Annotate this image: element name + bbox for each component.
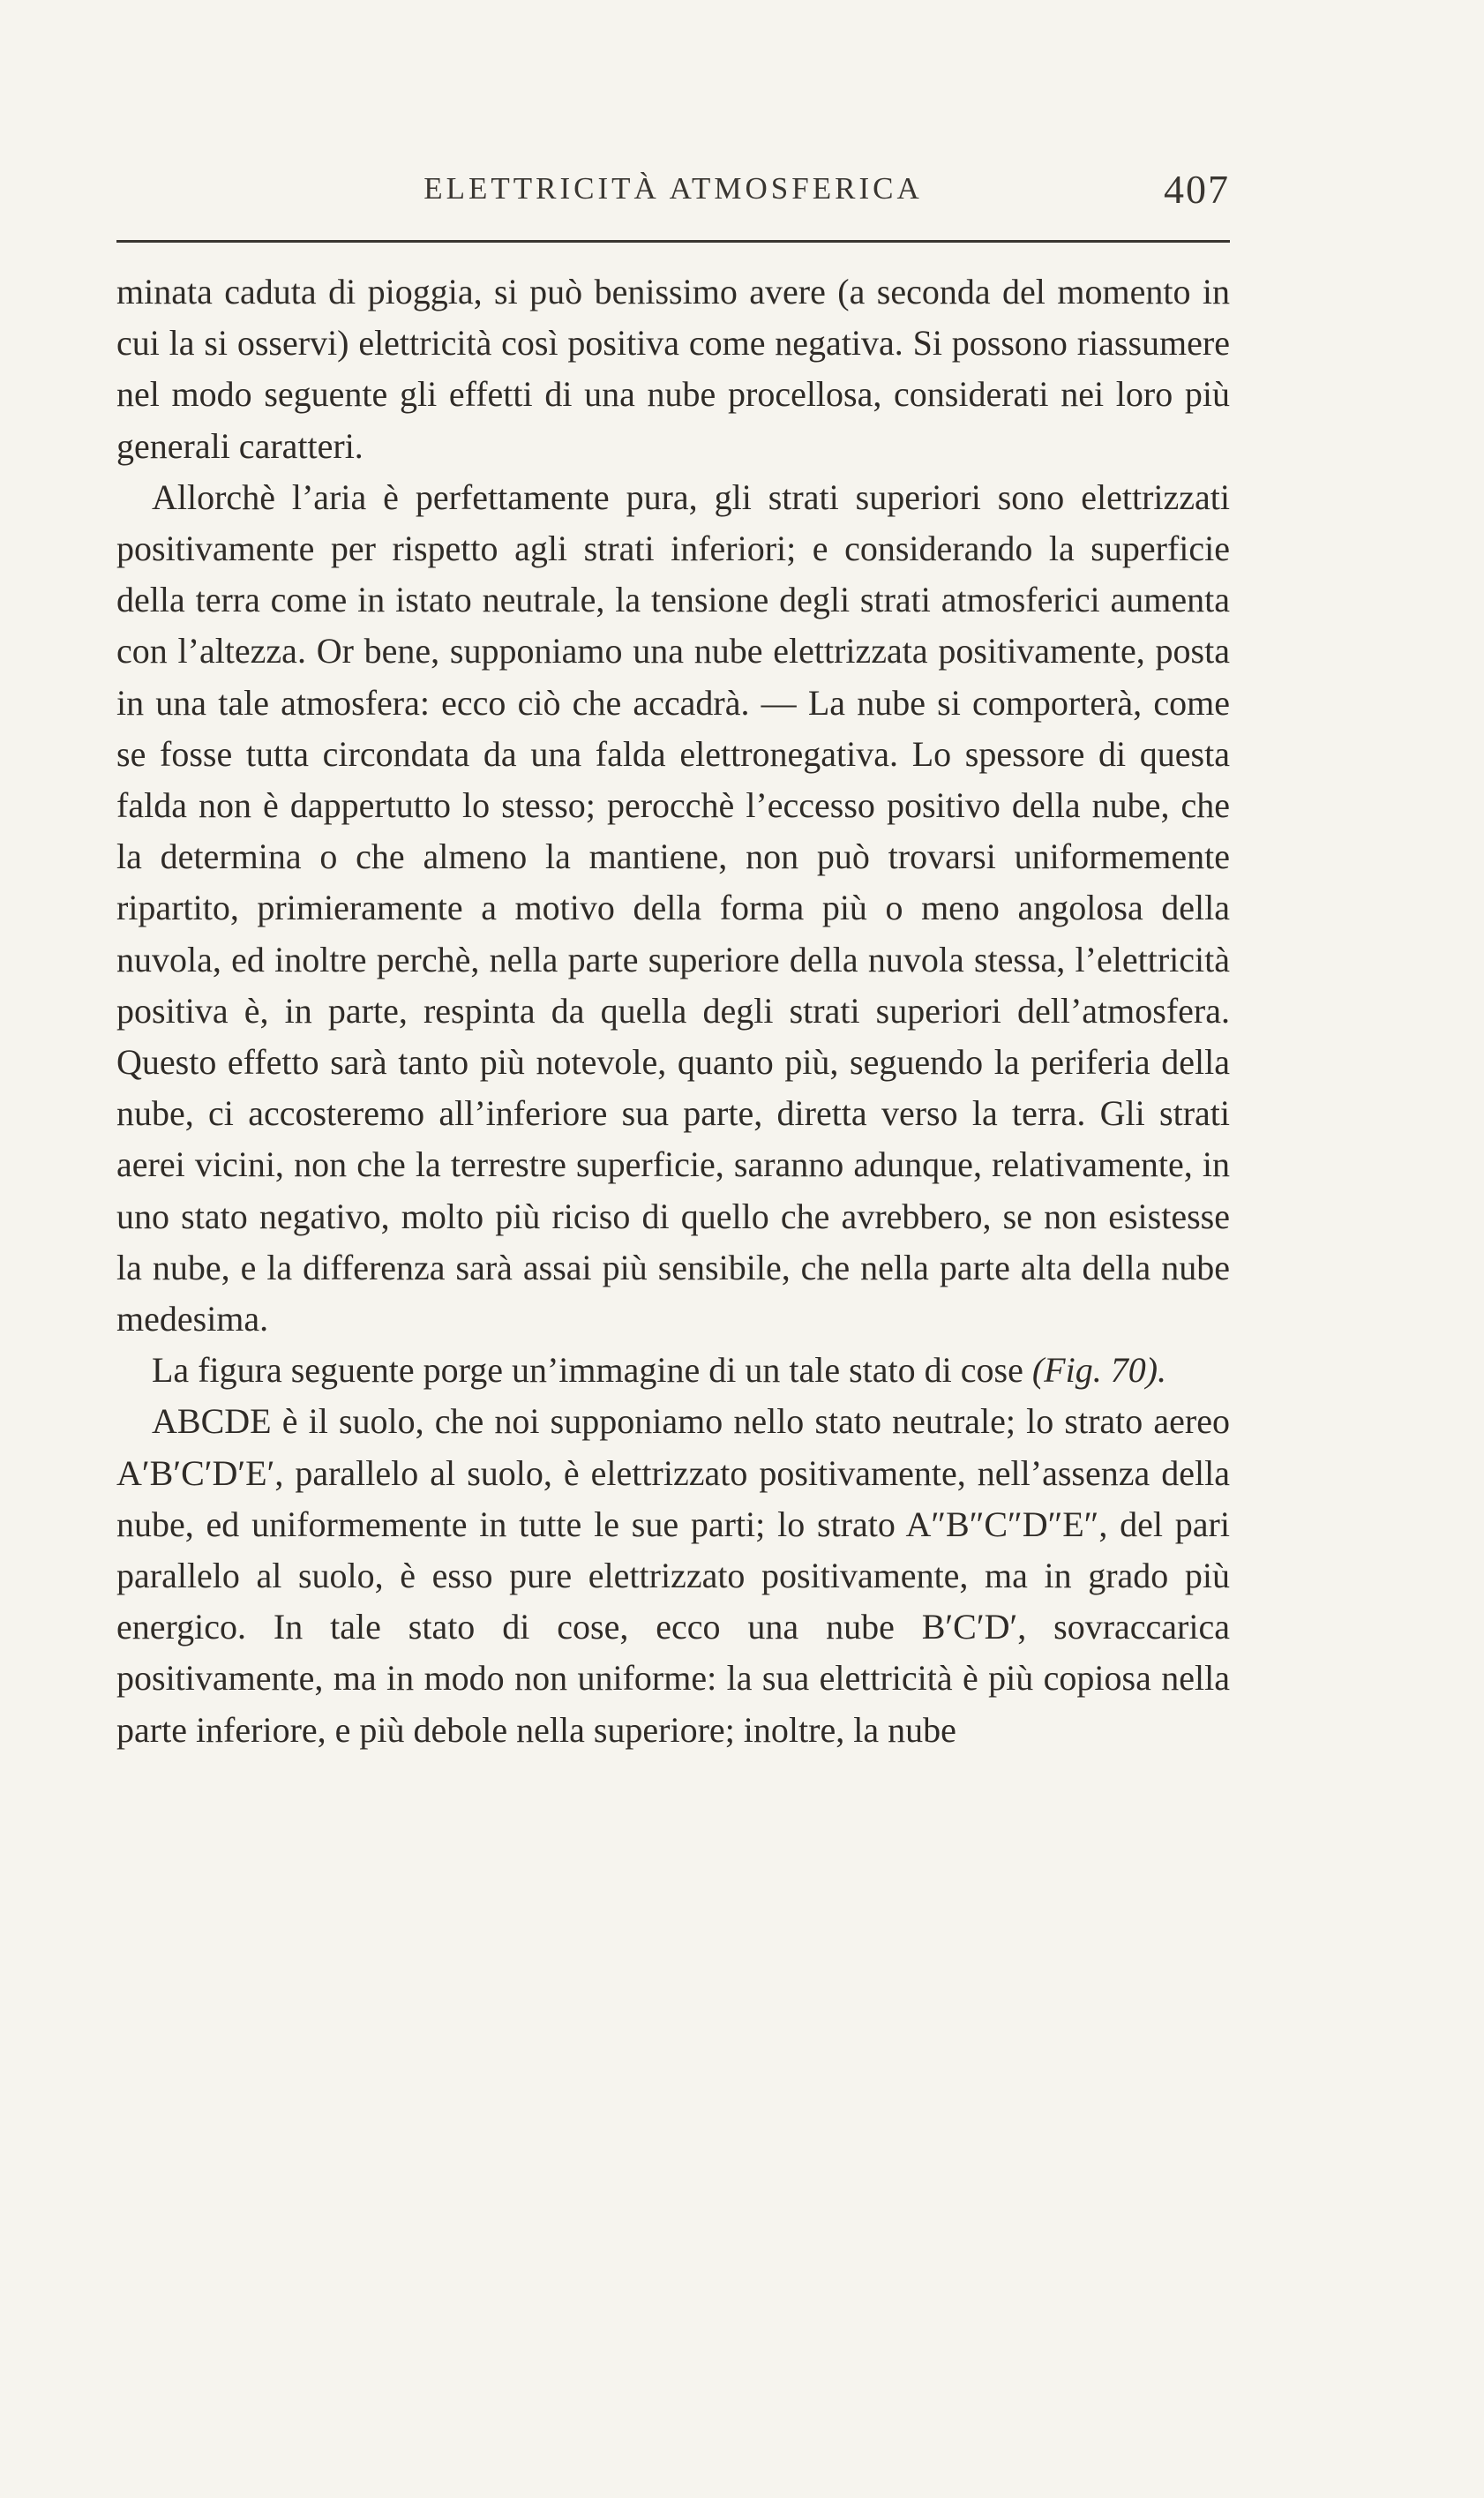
figure-intro-text: La figura seguente porge un’immagine di un tale stato di cose [152, 1350, 1023, 1391]
figure-reference: (Fig. 70). [1031, 1350, 1167, 1391]
paragraph-continuation: minata caduta di pioggia, si può benissimo avere (a seconda del momento in cui la si osservi) elettricità così positiva come negativa. Si possono riassumere nel modo seguente gli effetti di una nube procellosa, considerati nei loro più generali caratteri. [116, 272, 1230, 466]
running-title: ELETTRICITÀ ATMOSFERICA [423, 171, 923, 206]
page-header [116, 166, 1230, 219]
body-text [116, 266, 1230, 1756]
page-number: 407 [1164, 167, 1230, 212]
header-rule [116, 240, 1230, 243]
paragraph-figure-intro [116, 1345, 1230, 1396]
paragraph-figure-description: ABCDE è il suolo, che noi supponiamo nello stato neutrale; lo strato aereo A′B′C′D′E′, parallelo al suolo, è elettrizzato positivamente, nell’assenza della nube, ed uniformemente in tutte le sue parti; lo strato A″B″C″D″E″, del pari parallelo al suolo, è esso pure elettrizzato positivamente, ma in grado più energico. In tale stato di cose, ecco una nube B′C′D′, sovraccarica positivamente, ma in modo non uniforme: la sua elettricità è più copiosa nella parte inferiore, e più debole nella superiore; inoltre, la nube [116, 1401, 1230, 1750]
paragraph-air-electricity: Allorchè l’aria è perfettamente pura, gli strati superiori sono elettrizzati positivamente per rispetto agli strati inferiori; e considerando la superficie della terra come in istato neutrale, la tensione degli strati atmosferici aumenta con l’altezza. Or bene, supponiamo una nube elettrizzata positivamente, posta in una tale atmosfera: ecco ciò che accadrà. — La nube si comporterà, come se fosse tutta circondata da una falda elettronegativa. Lo spessore di questa falda non è dappertutto lo stesso; perocchè l’eccesso positivo della nube, che la determina o che almeno la mantiene, non può trovarsi uniformemente ripartito, primieramente a motivo della forma più o meno angolosa della nuvola, ed inoltre perchè, nella parte superiore della nuvola stessa, l’elettricità positiva è, in parte, respinta da quella degli strati superiori dell’atmosfera. Questo effetto sarà tanto più notevole, quanto più, seguendo la periferia della nube, ci accosteremo all’inferiore sua parte, diretta verso la terra. Gli strati aerei vicini, non che la terrestre superficie, saranno adunque, relativamente, in uno stato negativo, molto più riciso di quello che avrebbero, se non esistesse la nube, e la differenza sarà assai più sensibile, che nella parte alta della nube medesima. [116, 476, 1230, 1339]
